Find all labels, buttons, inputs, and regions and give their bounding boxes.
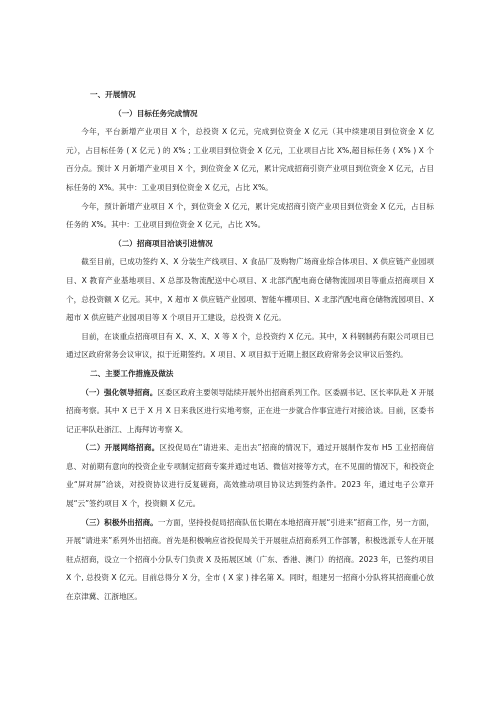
subheading-targets: （一）目标任务完成情况 [114,108,198,118]
paragraph-measure-2 [66,439,434,513]
section-heading-1: 一、开展情况 [90,90,136,99]
paragraph-targets-2: 今年，预计新增产业项目 X 个，到位资金 X 亿元，累计完成招商引资产业项目到位资金 X 亿元，占目标任务的 X%。其中：工业项目到位资金 X 亿元，占比 X%。 [66,201,434,230]
measure-3-lead: （三）积极外出招商。 [81,517,158,527]
measure-2-lead: （二）开展网络招商。 [81,443,160,453]
paragraph-projects-1: 截至目前，已成功签约 X、X 分装生产线项目、X 食品厂及购物广场商业综合体项目、X 供应链产业园项目、X 教育产业基地项目、X 总部及物流配送中心项目、X 北部汽配电商仓储物流园项目等重点招商项目 X 个，总投资额 X 亿元。其中，X 超市 X 供应链产业园项、智能车棚项目、X 北部汽配电商仓储物流园项目、X 超市 X 供应链产业园项目等 X 个项目开工建设，总投资 X 亿元。 [66,257,434,323]
document-body [66,86,434,607]
measure-1-lead: （一）强化领导招商。 [81,387,158,397]
measure-3-text: 一方面，坚持投促局招商队伍长期在本地招商开展“引进来”招商工作，另一方面，开展“请进来”系列外出招商。首先是积极响应省投促局关于开展驻点招商系列工作部署，积极选派专人在开展驻点招商，设立一个招商小分队专门负责 X 及拓展区域（广东、香港、澳门）的招商。2023 年，已签约项目 X 个, 总投资 X 亿元。目前总得分 X 分，全市 ( X 家 ) 排名第 X。同时，组建另一招商小分队将其招商重心放在京津冀、江浙地区。 [66,517,434,602]
paragraph-measure-3 [66,514,434,607]
paragraph-targets-1: 今年，平台新增产业项目 X 个，总投资 X 亿元，完成到位资金 X 亿元（其中续建项目到位资金 X 亿元），占目标任务 ( X 亿元 ) 的 X% ; 工业项目到位资金 X 亿元，工业项目占比 X%,超目标任务 ( X% ) X 个百分点。预计 X 月新增产业项目 X 个，到位资金 X 亿元，累计完成招商引资产业项目到位资金 X 亿元，占目标任务的 X%。其中：工业项目到位资金 X 亿元，占比 X%。 [66,127,434,192]
measure-1-text: 区委区政府主要领导陆续开展外出招商系列工作。区委副书记、区长率队赴 X 开展招商考察。其中 X 已于 X 月 X 日来我区进行实地考察，正在进一步就合作事宜进行对接洽谈。目前，区委书记正率队赴浙江、上海拜访考察 X。 [66,387,434,434]
section-heading-2: 二、主要工作措施及做法 [90,368,174,378]
measure-2-text: 区投促局在“请进来、走出去”招商的情况下，通过开展制作发布 H5 工业招商信息、对前期有意向的投资企业专项制定招商专案并通过电话、微信对接等方式，在不见面的情况下，和投资企业“屏对屏”洽谈，对投资协议进行反复磋商，高效推动项目协议达到签约条件。2023 年，通过电子公章开展“云”签约项目 X 个，投资额 X 亿元。 [66,443,435,509]
paragraph-projects-2: 目前，在谈重点招商项目有 X、X、X、X 等 X 个，总投资约 X 亿元。其中，X 科钢制药有限公司项目已通过区政府常务会议审议，拟于近期签约。X 项目、X 项目拟于近期上报区政府常务会议审议后签约。 [66,331,434,360]
paragraph-measure-1 [66,384,434,440]
subheading-projects: （二）招商项目洽谈引进情况 [114,238,213,248]
